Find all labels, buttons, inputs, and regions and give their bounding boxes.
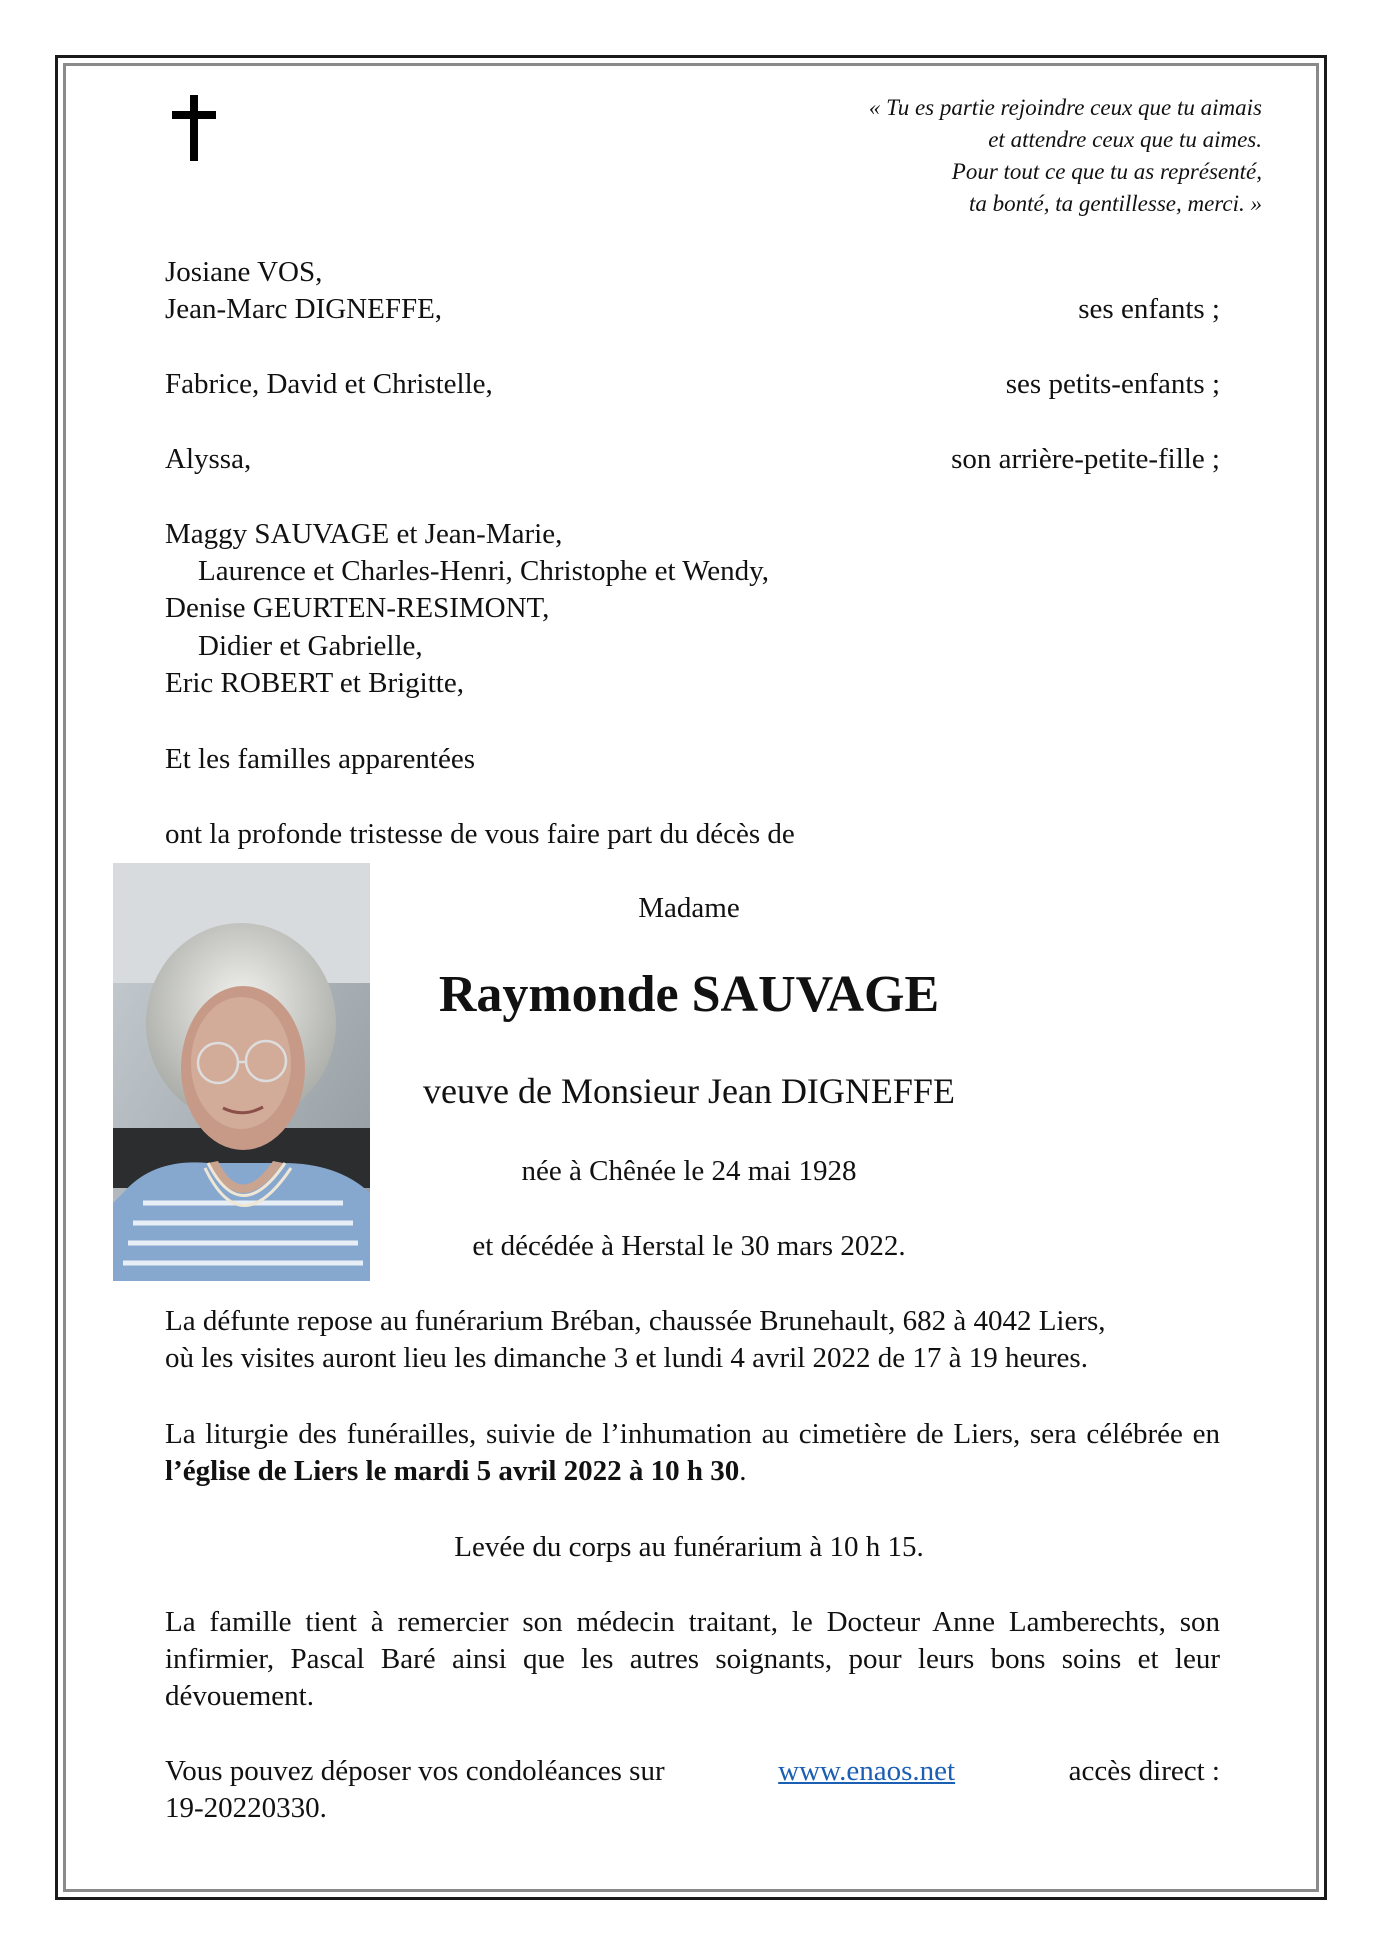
related-families: Et les familles apparentées bbox=[165, 743, 476, 775]
widow-of: veuve de Monsieur Jean DIGNEFFE bbox=[423, 1071, 955, 1111]
levee-info: Levée du corps au funérarium à 10 h 15. bbox=[454, 1531, 924, 1563]
deceased-title bbox=[0, 890, 1378, 927]
child-name: Josiane VOS, bbox=[165, 256, 323, 288]
deceased-name: Raymonde SAUVAGE bbox=[438, 966, 940, 1023]
cross-icon bbox=[172, 95, 216, 161]
thanks-paragraph: La famille tient à remercier son médecin traitant, le Docteur Anne Lamberechts, son infirmier, Pascal Baré ainsi que les autres soignants, pour leurs bons soins et leur dévouement. bbox=[165, 1606, 1220, 1712]
relation-label: son arrière-petite-fille ; bbox=[951, 443, 1220, 475]
condolences-text-end: accès direct : bbox=[1068, 1755, 1220, 1787]
condolences-line bbox=[165, 1753, 1220, 1790]
condolences-link[interactable]: www.enaos.net bbox=[778, 1755, 956, 1787]
great-grandchild-row bbox=[165, 441, 1220, 478]
birth-info: née à Chênée le 24 mai 1928 bbox=[521, 1155, 857, 1187]
grandchildren-row bbox=[165, 366, 1220, 403]
rest-paragraph bbox=[165, 1303, 1220, 1377]
relative-line: Eric ROBERT et Brigitte, bbox=[165, 667, 464, 699]
epigraph-line: Pour tout ce que tu as représenté, bbox=[951, 159, 1262, 184]
rest-line: La défunte repose au funérarium Bréban, chaussée Brunehault, 682 à 4042 Liers, bbox=[165, 1305, 1106, 1337]
children-row bbox=[165, 291, 1220, 328]
relative-line: Laurence et Charles-Henri, Christophe et Wendy, bbox=[198, 555, 770, 587]
epigraph-line: ta bonté, ta gentillesse, merci. » bbox=[969, 191, 1262, 216]
child-name: Jean-Marc DIGNEFFE, bbox=[165, 293, 443, 325]
condolences-code: 19-20220330. bbox=[165, 1792, 327, 1824]
epigraph bbox=[702, 92, 1262, 220]
rest-line: où les visites auront lieu les dimanche 3 et lundi 4 avril 2022 de 17 à 19 heures. bbox=[165, 1342, 1088, 1374]
relative-line: Didier et Gabrielle, bbox=[198, 630, 423, 662]
epigraph-line: « Tu es partie rejoindre ceux que tu aimais bbox=[868, 95, 1262, 120]
great-grandchild-name: Alyssa, bbox=[165, 443, 252, 475]
relation-label: ses petits-enfants ; bbox=[1005, 368, 1220, 400]
liturgy-place-date: l’église de Liers le mardi 5 avril 2022 à 10 h 30 bbox=[165, 1455, 740, 1487]
relation-label: ses enfants ; bbox=[1078, 293, 1220, 325]
liturgy-paragraph bbox=[165, 1416, 1220, 1490]
grandchildren-names: Fabrice, David et Christelle, bbox=[165, 368, 493, 400]
epigraph-line: et attendre ceux que tu aimes. bbox=[988, 127, 1262, 152]
liturgy-text: La liturgie des funérailles, suivie de l’inhumation au cimetière de Liers, sera célébrée en bbox=[165, 1418, 1220, 1450]
condolences-text: Vous pouvez déposer vos condoléances sur bbox=[165, 1755, 665, 1787]
liturgy-end: . bbox=[739, 1455, 747, 1487]
relative-line: Maggy SAUVAGE et Jean-Marie, bbox=[165, 518, 563, 550]
death-info: et décédée à Herstal le 30 mars 2022. bbox=[472, 1230, 906, 1262]
announcement: ont la profonde tristesse de vous faire part du décès de bbox=[165, 818, 795, 850]
condolences-paragraph bbox=[165, 1753, 1220, 1827]
deceased-title-text: Madame bbox=[638, 892, 740, 924]
relative-line: Denise GEURTEN-RESIMONT, bbox=[165, 592, 550, 624]
